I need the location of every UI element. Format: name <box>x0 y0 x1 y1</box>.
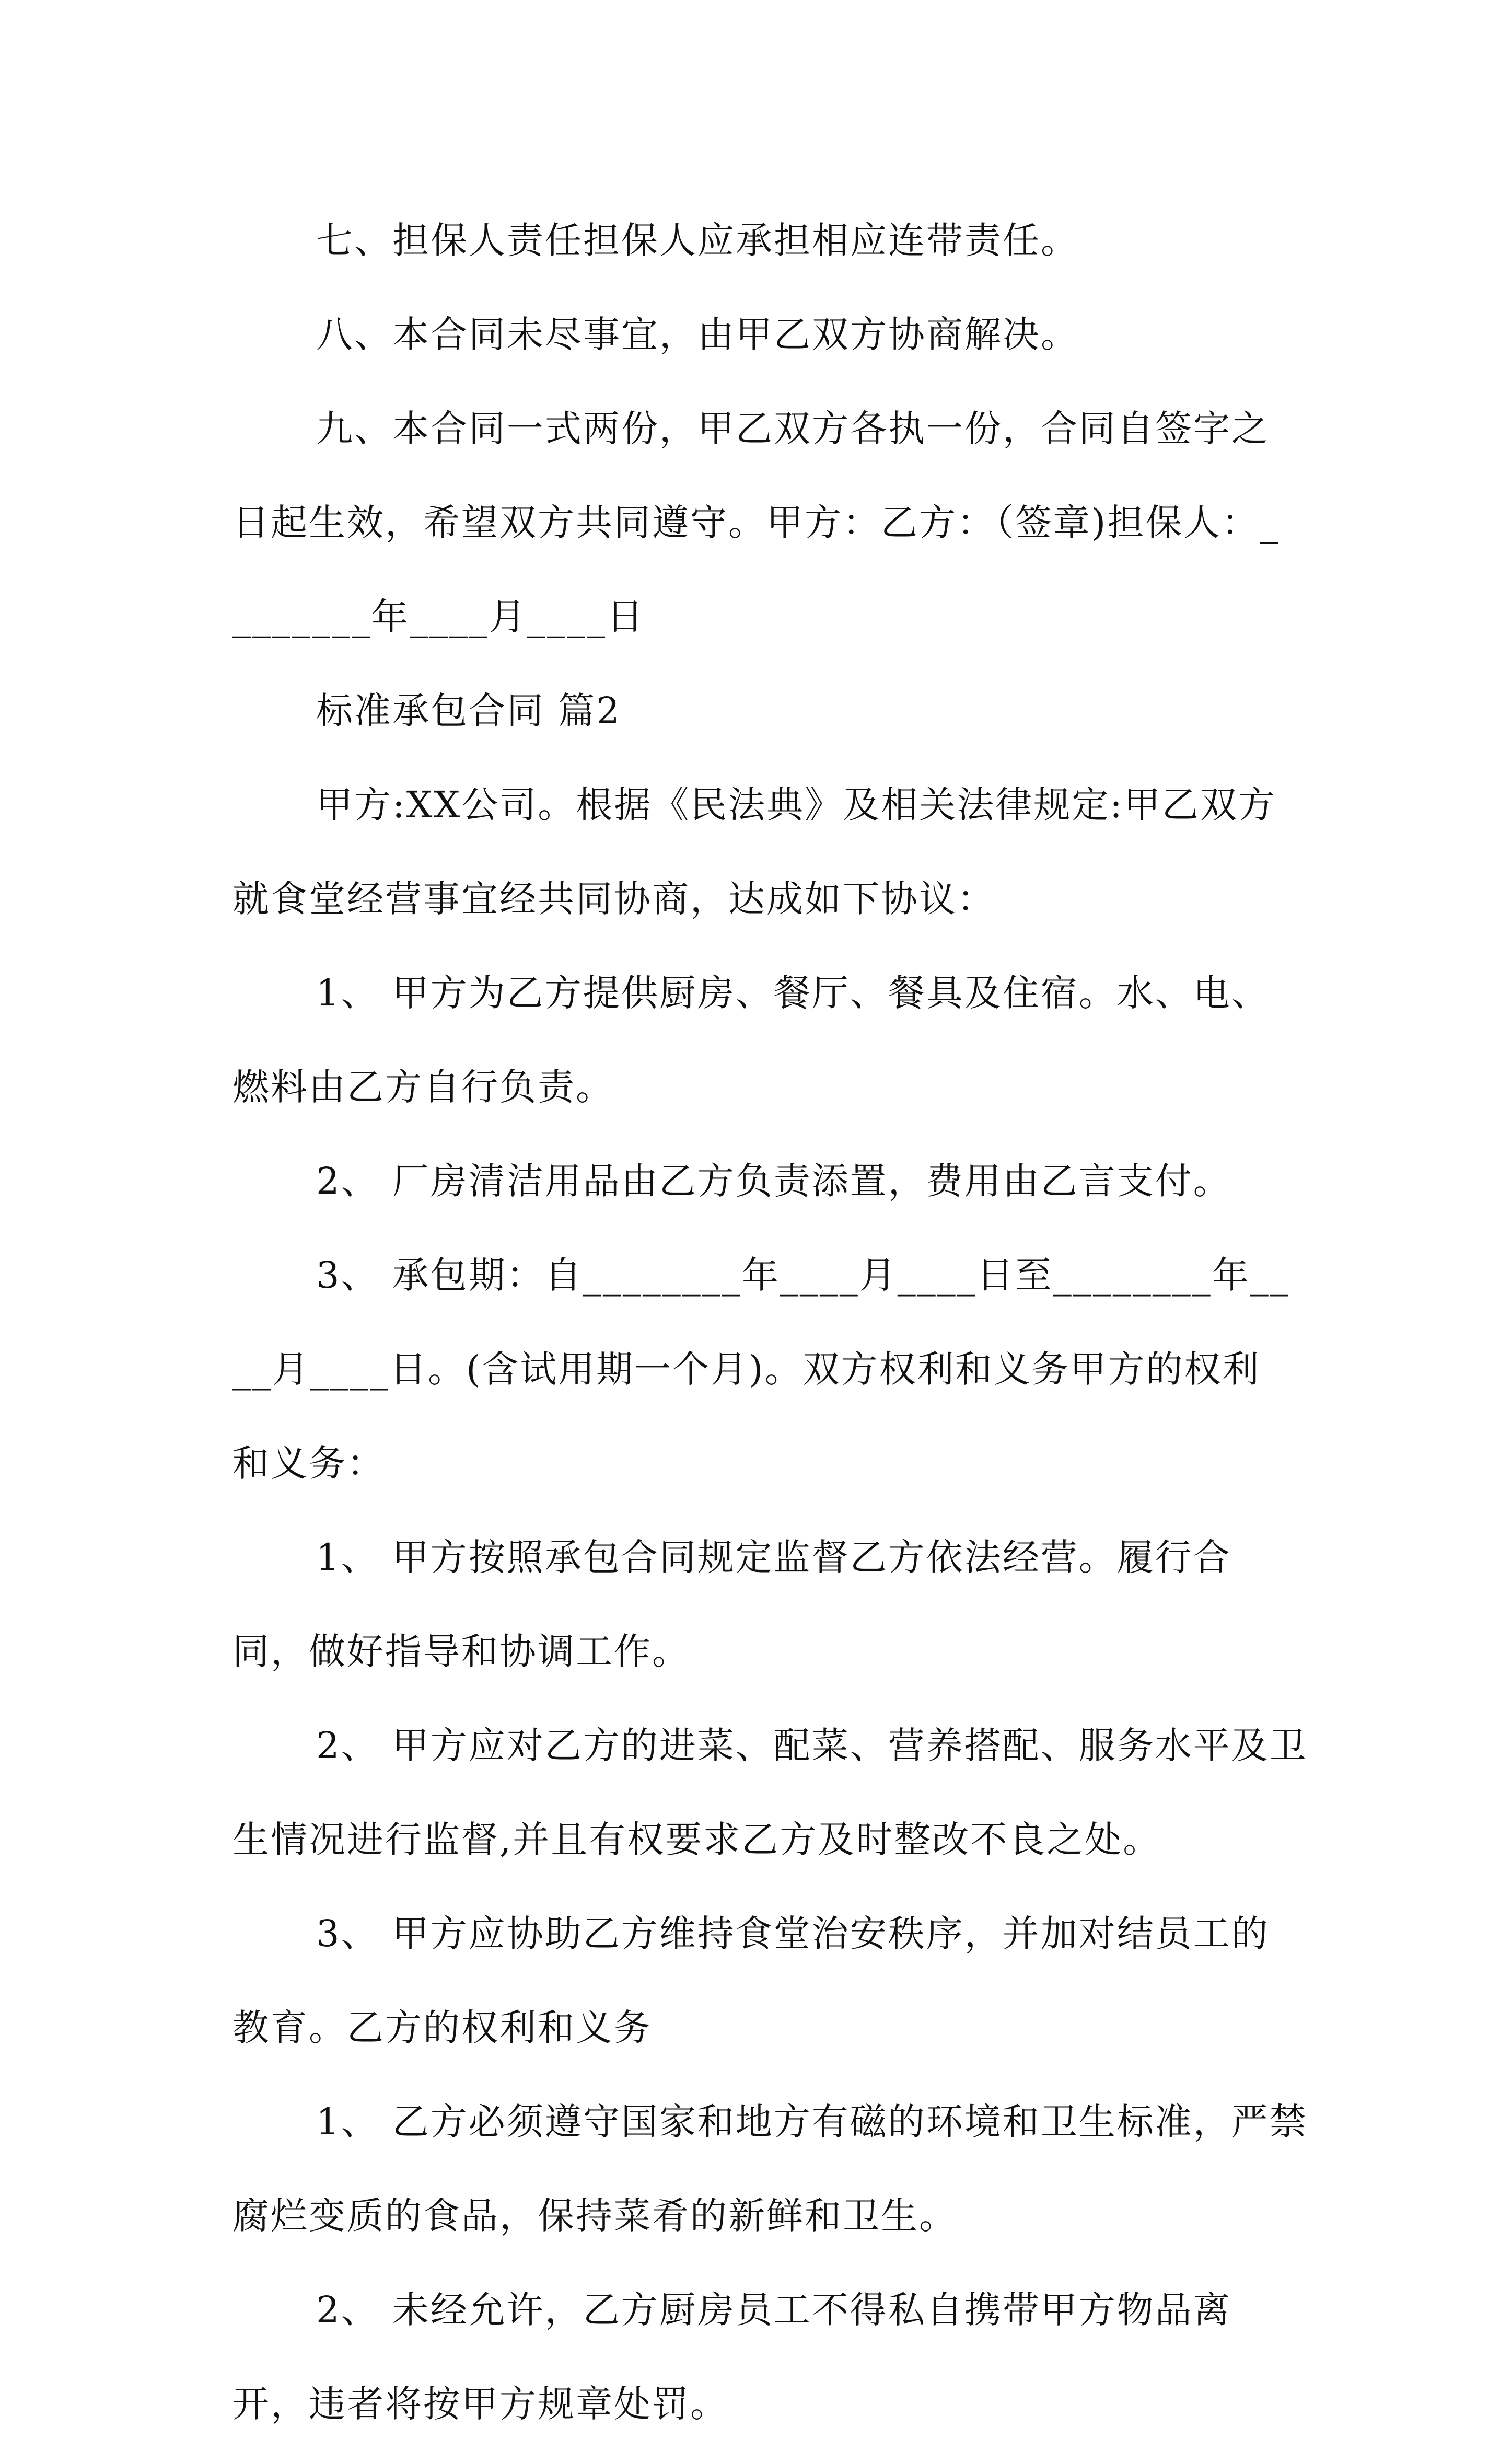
party-a-duty-1: 1、 甲方按照承包合同规定监督乙方依法经营。履行合同，做好指导和协调工作。 <box>232 1536 1231 1673</box>
clause-9-copies-and-signatures: 九、本合同一式两份，甲乙双方各执一份，合同自签字之日起生效，希望双方共同遵守。甲方：乙方：（签章)担保人：________年____月____日 <box>232 407 1280 638</box>
party-a-duty-2: 2、 甲方应对乙方的进菜、配菜、营养搭配、服务水平及卫生情况进行监督,并且有权要求乙方及时整改不良之处。 <box>232 1724 1308 1861</box>
party-a-duty-3: 3、 甲方应协助乙方维持食堂治安秩序，并加对结员工的教育。乙方的权利和义务 <box>232 1912 1270 2049</box>
agreement-item-1: 1、 甲方为乙方提供厨房、餐厅、餐具及住宿。水、电、燃料由乙方自行负责。 <box>232 972 1270 1108</box>
clause-8-unresolved-matters: 八、本合同未尽事宜，由甲乙双方协商解决。 <box>316 313 1079 356</box>
preamble: 甲方:XX公司。根据《民法典》及相关法律规定:甲乙双方就食堂经营事宜经共同协商，达成如下协议： <box>232 783 1276 920</box>
agreement-item-2: 2、 厂房清洁用品由乙方负责添置，费用由乙言支付。 <box>316 1160 1231 1203</box>
section-heading: 标准承包合同 篇2 <box>316 689 621 732</box>
party-b-duty-1: 1、 乙方必须遵守国家和地方有磁的环境和卫生标准，严禁腐烂变质的食品，保持菜肴的新鲜和卫生。 <box>232 2100 1308 2237</box>
party-b-duty-2: 2、 未经允许，乙方厨房员工不得私自携带甲方物品离开，违者将按甲方规章处罚。 <box>232 2288 1231 2425</box>
agreement-item-3-term: 3、 承包期：自________年____月____日至________年____月____日。(含试用期一个月)。双方权利和义务甲方的权利和义务： <box>232 1254 1290 1485</box>
clause-7-guarantor-liability: 七、担保人责任担保人应承担相应连带责任。 <box>316 219 1079 262</box>
document-body <box>232 193 1308 2451</box>
